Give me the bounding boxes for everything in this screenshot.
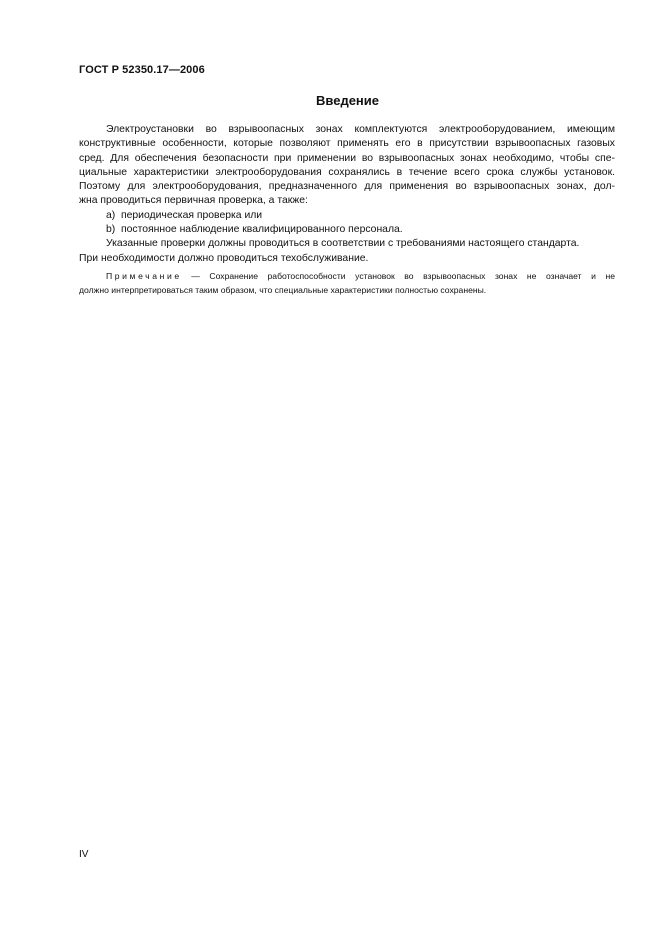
list-marker: a) (106, 209, 116, 221)
note-line (79, 270, 615, 284)
paragraph-line: циальные характеристики электрооборудования сохранялись в течение всего срока службы установок. (79, 166, 615, 178)
list-item-text: периодическая проверка или (121, 209, 263, 221)
paragraph-line: При необходимости должно проводиться техобслуживание. (79, 252, 369, 264)
list-item (79, 223, 615, 237)
section-title: Введение (316, 93, 379, 108)
paragraph-line: жна проводиться первичная проверка, а также: (79, 195, 308, 207)
note-label: Примечание (106, 271, 182, 281)
list-item (79, 209, 615, 223)
note-line: должно интерпретироваться таким образом, что специальные характеристики полностью сохранены. (79, 284, 487, 295)
list-item-text: постоянное наблюдение квалифицированного персонала. (121, 224, 403, 236)
note-text: — Сохранение работоспособности установок во взрывоопасных зонах не означает и не (181, 271, 615, 281)
paragraph-line: сред. Для обеспечения безопасности при применении во взрывоопасных зонах необходимо, чтобы спе- (79, 152, 615, 164)
list-marker: b) (106, 224, 116, 236)
note-block (79, 270, 615, 297)
page-number: IV (79, 849, 89, 860)
document-code: ГОСТ Р 52350.17—2006 (79, 64, 205, 76)
paragraph-line: Указанные проверки должны проводиться в соответствии с требованиями настоящего стандарта. (106, 238, 580, 250)
paragraph-line: Поэтому для электрооборудования, предназначенного для применения во взрывоопасных зонах, дол- (79, 181, 615, 193)
paragraph-line: конструктивные особенности, которые позволяют применять его в присутствии взрывоопасных газовых (79, 138, 615, 150)
introduction-body (79, 123, 615, 266)
paragraph-line: Электроустановки во взрывоопасных зонах комплектуются электрооборудованием, имеющим (106, 124, 615, 135)
